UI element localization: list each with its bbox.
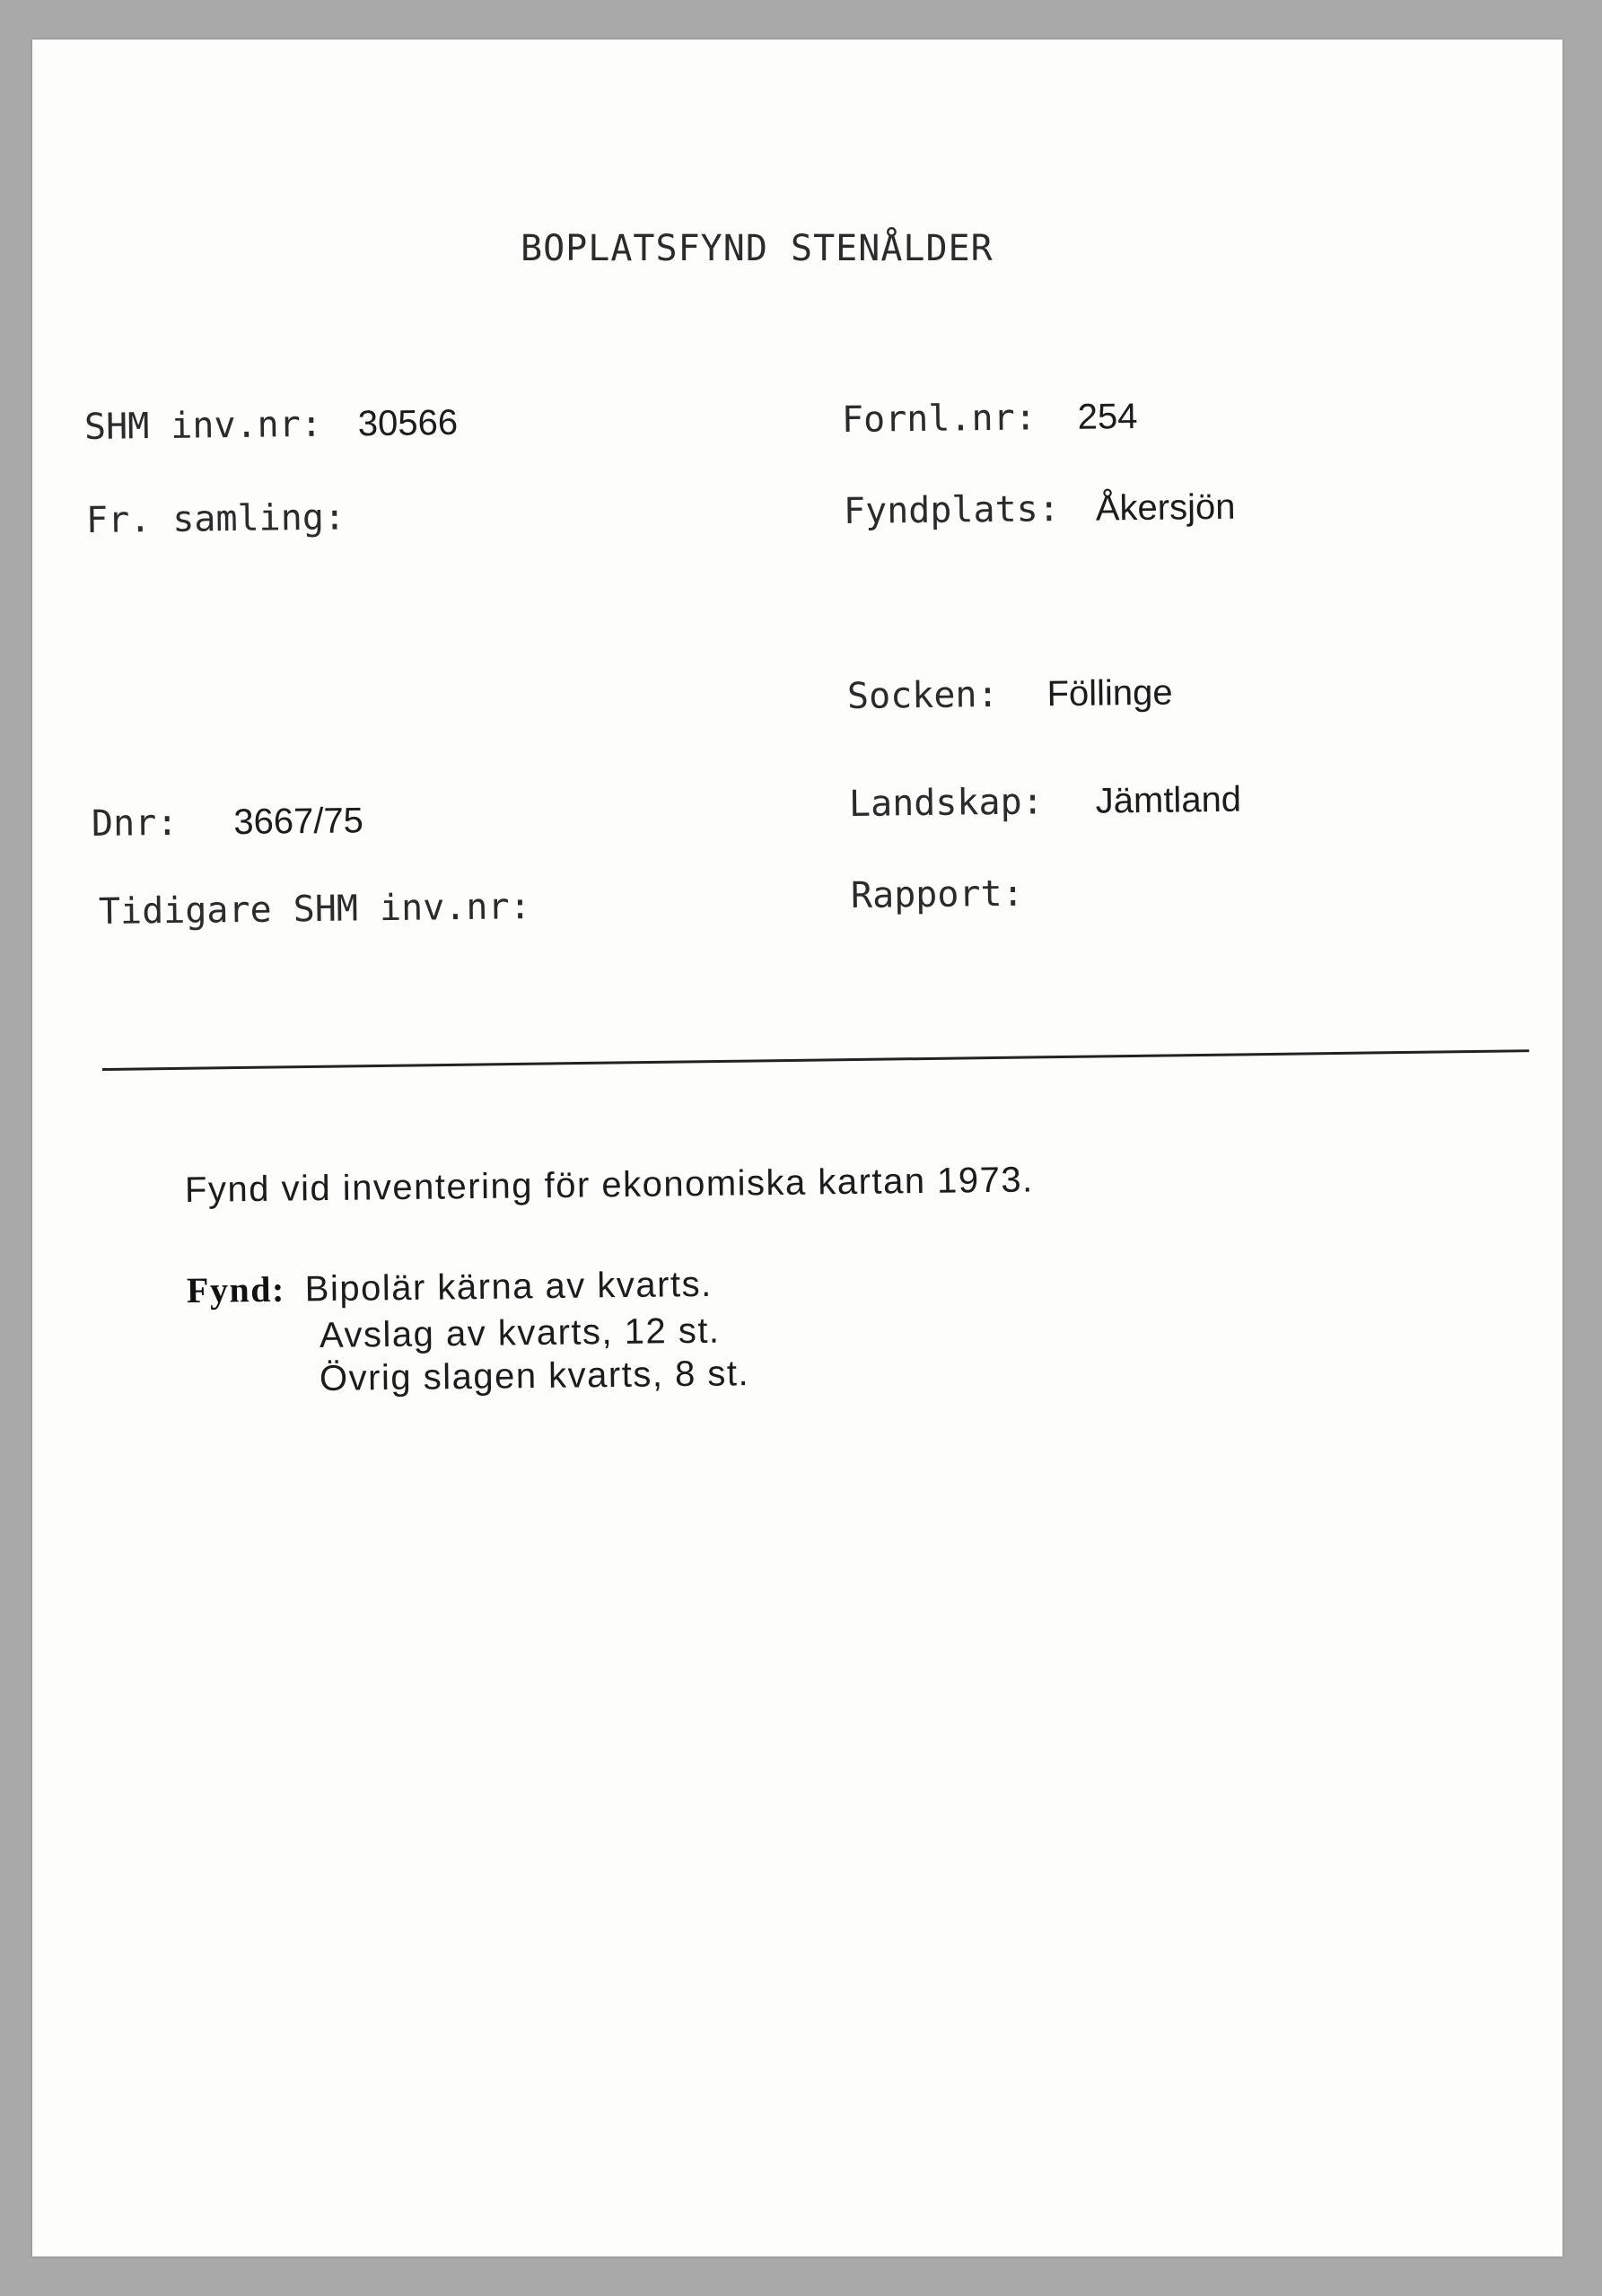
fr-samling-field bbox=[86, 495, 373, 542]
fornl-label: Fornl.nr: bbox=[841, 397, 1037, 441]
card-title: BOPLATSFYND STENÅLDER bbox=[521, 228, 994, 269]
fornl-value: 254 bbox=[1077, 396, 1138, 437]
rapport-value bbox=[1050, 873, 1051, 913]
dnr-label: Dnr: bbox=[91, 802, 179, 845]
fyndplats-field bbox=[844, 486, 1236, 533]
dnr-field bbox=[92, 799, 363, 846]
finds-item: Bipolär kärna av kvarts. bbox=[304, 1264, 713, 1310]
rapport-label: Rapport: bbox=[850, 872, 1024, 916]
shm-inv-field bbox=[84, 401, 459, 449]
rapport-field bbox=[851, 872, 1051, 917]
landskap-value: Jämtland bbox=[1095, 779, 1242, 821]
tidigare-value bbox=[557, 887, 558, 926]
landskap-label: Landskap: bbox=[848, 781, 1045, 825]
dnr-value: 3667/75 bbox=[233, 801, 364, 843]
divider-line bbox=[102, 1049, 1529, 1071]
finds-item: Avslag av kvarts, 12 st. bbox=[319, 1310, 721, 1355]
fr-samling-value bbox=[372, 497, 373, 537]
shm-inv-value: 30566 bbox=[357, 402, 459, 444]
socken-label: Socken: bbox=[846, 673, 999, 717]
socken-field bbox=[847, 671, 1173, 718]
tidigare-field bbox=[99, 885, 558, 933]
description-text: Fynd vid inventering för ekonomiska kartan 1973. bbox=[184, 1160, 1035, 1210]
landskap-field bbox=[849, 778, 1242, 826]
socken-value: Föllinge bbox=[1046, 672, 1173, 714]
fornl-field bbox=[842, 395, 1138, 442]
tidigare-label: Tidigare SHM inv.nr: bbox=[98, 886, 531, 933]
catalog-card bbox=[32, 39, 1563, 2257]
finds-item: Övrig slagen kvarts, 8 st. bbox=[319, 1354, 750, 1398]
fyndplats-label: Fyndplats: bbox=[843, 488, 1061, 532]
fyndplats-value: Åkersjön bbox=[1095, 486, 1236, 529]
finds-label: Fynd: bbox=[186, 1268, 286, 1310]
fr-samling-label: Fr. samling: bbox=[85, 496, 346, 541]
finds-line-1 bbox=[187, 1263, 713, 1312]
shm-inv-label: SHM inv.nr: bbox=[83, 403, 323, 448]
